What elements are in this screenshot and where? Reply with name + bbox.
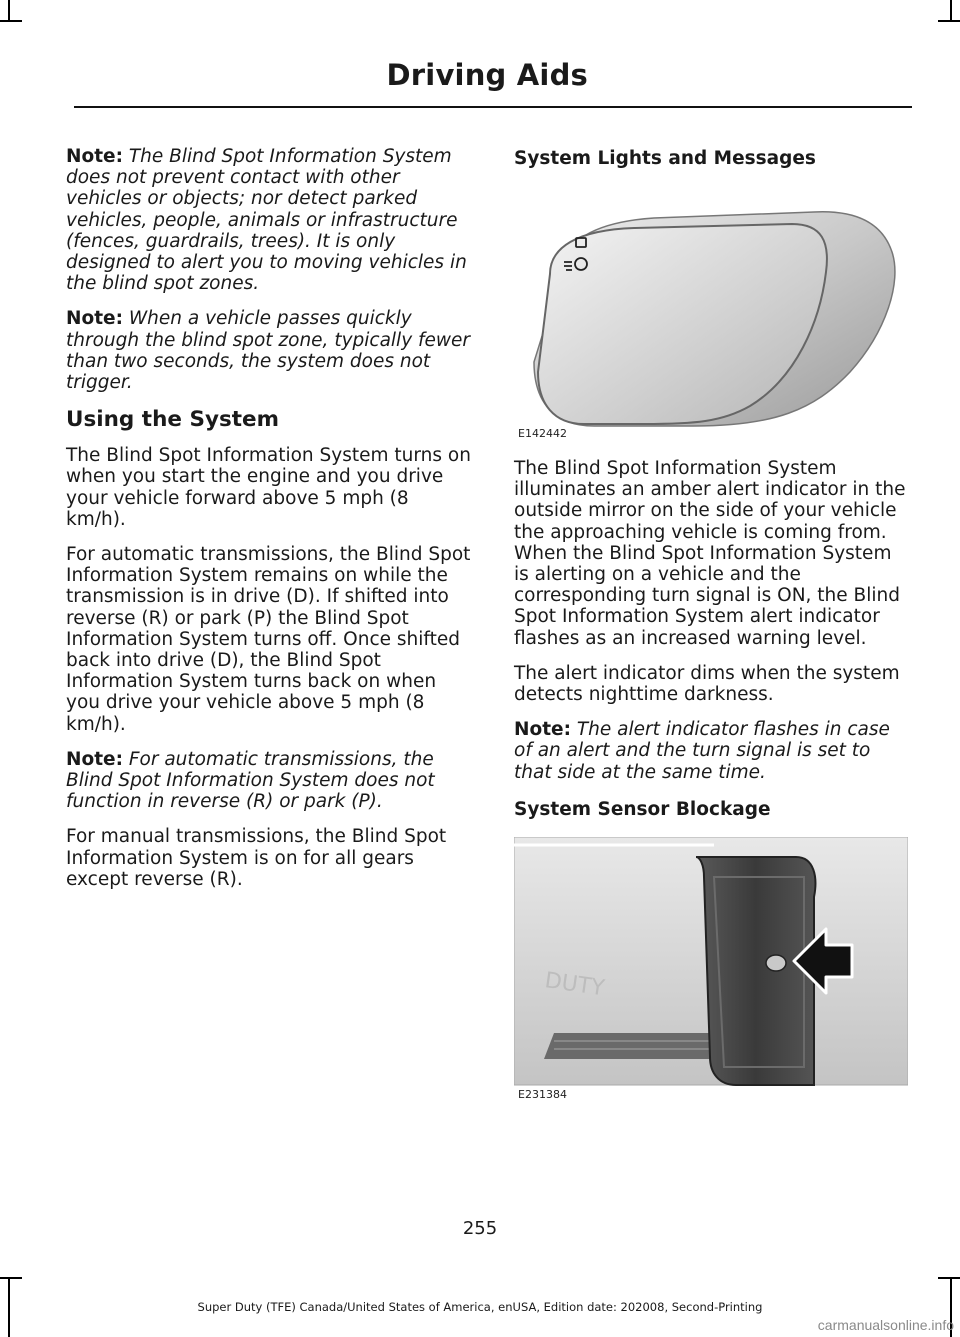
crop-mark — [938, 20, 960, 22]
note-text: For automatic transmissions, the Blind Spot Information System does not function in reverse (R) or park (P). — [66, 748, 435, 813]
note-text: The Blind Spot Information System does not prevent contact with other vehicles or objects; nor detect parked vehicles, people, animals or infrastructure (fences, guardrails, trees). It is only designed to alert you to moving vehicles in the blind spot zones. — [66, 146, 467, 295]
svg-text:DUTY: DUTY — [543, 968, 606, 1002]
note-text: When a vehicle passes quickly through the blind spot zone, typically fewer than two seconds, the system does not trigger. — [66, 308, 471, 394]
note-text: The alert indicator flashes in case of an alert and the turn signal is set to that side at the same time. — [514, 719, 890, 783]
body-paragraph: For manual transmissions, the Blind Spot Information System is on for all gears except reverse (R). — [66, 826, 447, 890]
crop-mark — [950, 0, 952, 22]
body-paragraph: For automatic transmissions, the Blind Spot Information System remains on while the transmission is in drive (D). If shifted into reverse (R) or park (P) the Blind Spot Information System turns off. Once shifted back into drive (D), the Blind Spot Information System turns back on when you drive your vehicle above 5 mph (8 km/h). — [66, 544, 471, 735]
body-paragraph: The alert indicator dims when the system detects nighttime darkness. — [514, 662, 900, 706]
watermark: carmanualsonline.info — [817, 1317, 954, 1333]
page-title: Driving Aids — [386, 58, 588, 92]
side-mirror-illustration — [514, 182, 908, 440]
crop-mark — [0, 1277, 22, 1279]
right-column — [514, 146, 912, 1101]
header-divider — [74, 106, 912, 108]
note-paragraph — [66, 308, 474, 393]
note-paragraph — [514, 719, 912, 783]
left-column — [66, 146, 474, 904]
figure-code: E142442 — [518, 427, 567, 440]
note-label: Note: — [66, 146, 123, 167]
crop-mark — [938, 1277, 960, 1279]
section-heading: Using the System — [66, 407, 280, 433]
body-paragraph: The Blind Spot Information System illuminates an amber alert indicator in the outside mirror on the side of your vehicle the approaching vehicle is coming from. When the Blind Spot Information System is alerting on a vehicle and the corresponding turn signal is ON, the Blind Spot Information System alert indicator flashes as an increased warning level. — [514, 458, 906, 649]
sensor-icon — [766, 955, 786, 971]
edition-info: Super Duty (TFE) Canada/United States of America, enUSA, Edition date: 202008, Second-Printing — [197, 1300, 763, 1314]
mirror-figure — [514, 182, 908, 440]
note-paragraph — [66, 749, 474, 813]
truck-rear-illustration — [514, 837, 908, 1101]
note-label: Note: — [66, 748, 123, 770]
crop-mark — [0, 20, 22, 22]
section-heading: System Lights and Messages — [514, 148, 816, 169]
note-label: Note: — [514, 719, 571, 741]
note-label: Note: — [66, 308, 123, 330]
note-paragraph — [66, 146, 474, 294]
body-paragraph: The Blind Spot Information System turns on when you start the engine and you drive your vehicle forward above 5 mph (8 km/h). — [66, 445, 471, 530]
crop-mark — [8, 0, 10, 22]
sensor-figure — [514, 837, 908, 1101]
section-heading: System Sensor Blockage — [514, 798, 771, 820]
page-number: 255 — [462, 1218, 498, 1239]
figure-code: E231384 — [518, 1087, 567, 1101]
